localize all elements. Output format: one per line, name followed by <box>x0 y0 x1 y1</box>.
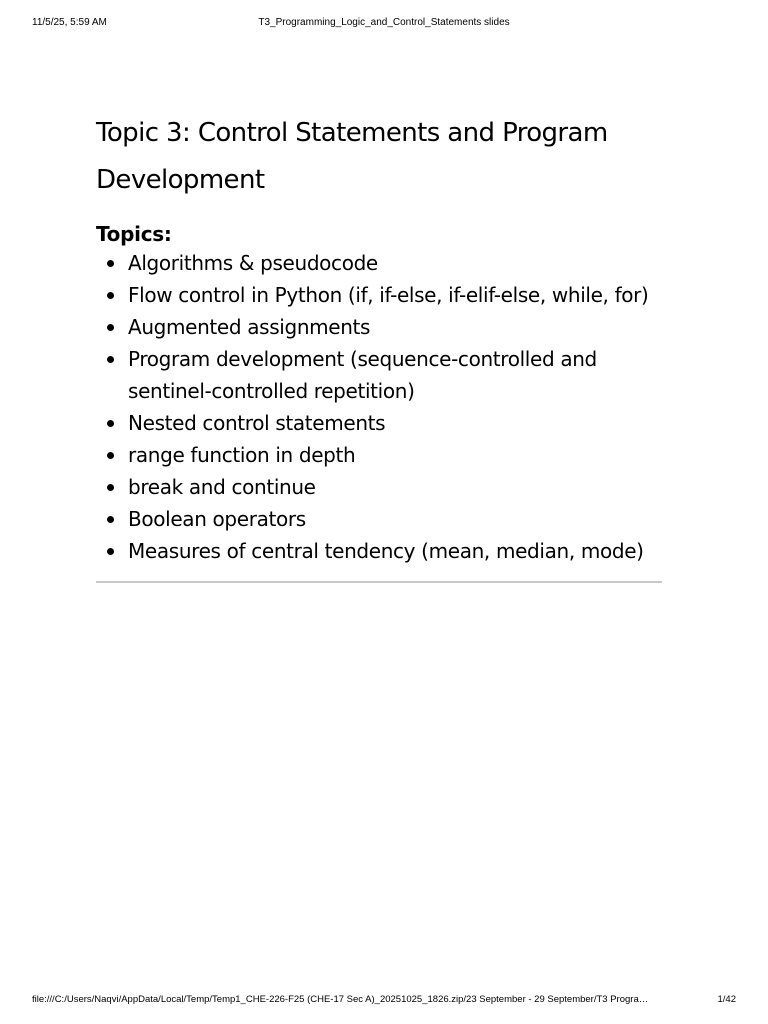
print-date: 11/5/25, 5:59 AM <box>32 17 107 28</box>
bullet-icon <box>107 324 114 331</box>
topic-text: Augmented assignments <box>128 315 371 339</box>
slide-content <box>96 110 662 583</box>
topic-text: Program development (sequence-controlled and sentinel-controlled repetition) <box>128 347 597 403</box>
topic-text: Nested control statements <box>128 411 386 435</box>
slide-title: Topic 3: Control Statements and Program Development <box>96 118 608 195</box>
list-item <box>96 311 662 343</box>
bullet-icon <box>107 420 114 427</box>
bullet-icon <box>107 484 114 491</box>
print-header <box>0 17 768 31</box>
print-footer <box>0 994 768 1008</box>
topic-text: Flow control in Python (if, if-else, if-elif-else, while, for) <box>128 283 649 307</box>
bullet-icon <box>107 516 114 523</box>
print-page-number: 1/42 <box>717 994 736 1005</box>
print-file-url: file:///C:/Users/Naqvi/AppData/Local/Temp/Temp1_CHE-226-F25 (CHE-17 Sec A)_20251025_1826.zip/23 September - 29 September/T3 Progra… <box>32 994 649 1005</box>
topic-text: Boolean operators <box>128 507 306 531</box>
slide-divider <box>96 581 662 583</box>
topic-text: break and continue <box>128 475 316 499</box>
list-item <box>96 279 662 311</box>
list-item <box>96 439 662 471</box>
topics-heading: Topics: <box>96 222 172 246</box>
list-item <box>96 503 662 535</box>
topic-text: range function in depth <box>128 443 356 467</box>
bullet-icon <box>107 292 114 299</box>
topic-text: Measures of central tendency (mean, median, mode) <box>128 539 644 563</box>
list-item <box>96 407 662 439</box>
topic-list <box>96 247 662 567</box>
bullet-icon <box>107 452 114 459</box>
list-item <box>96 247 662 279</box>
list-item <box>96 471 662 503</box>
bullet-icon <box>107 356 114 363</box>
list-item <box>96 535 662 567</box>
bullet-icon <box>107 548 114 555</box>
print-document-title: T3_Programming_Logic_and_Control_Statements slides <box>258 17 510 28</box>
bullet-icon <box>107 260 114 267</box>
list-item <box>96 343 662 407</box>
topic-text: Algorithms & pseudocode <box>128 251 378 275</box>
